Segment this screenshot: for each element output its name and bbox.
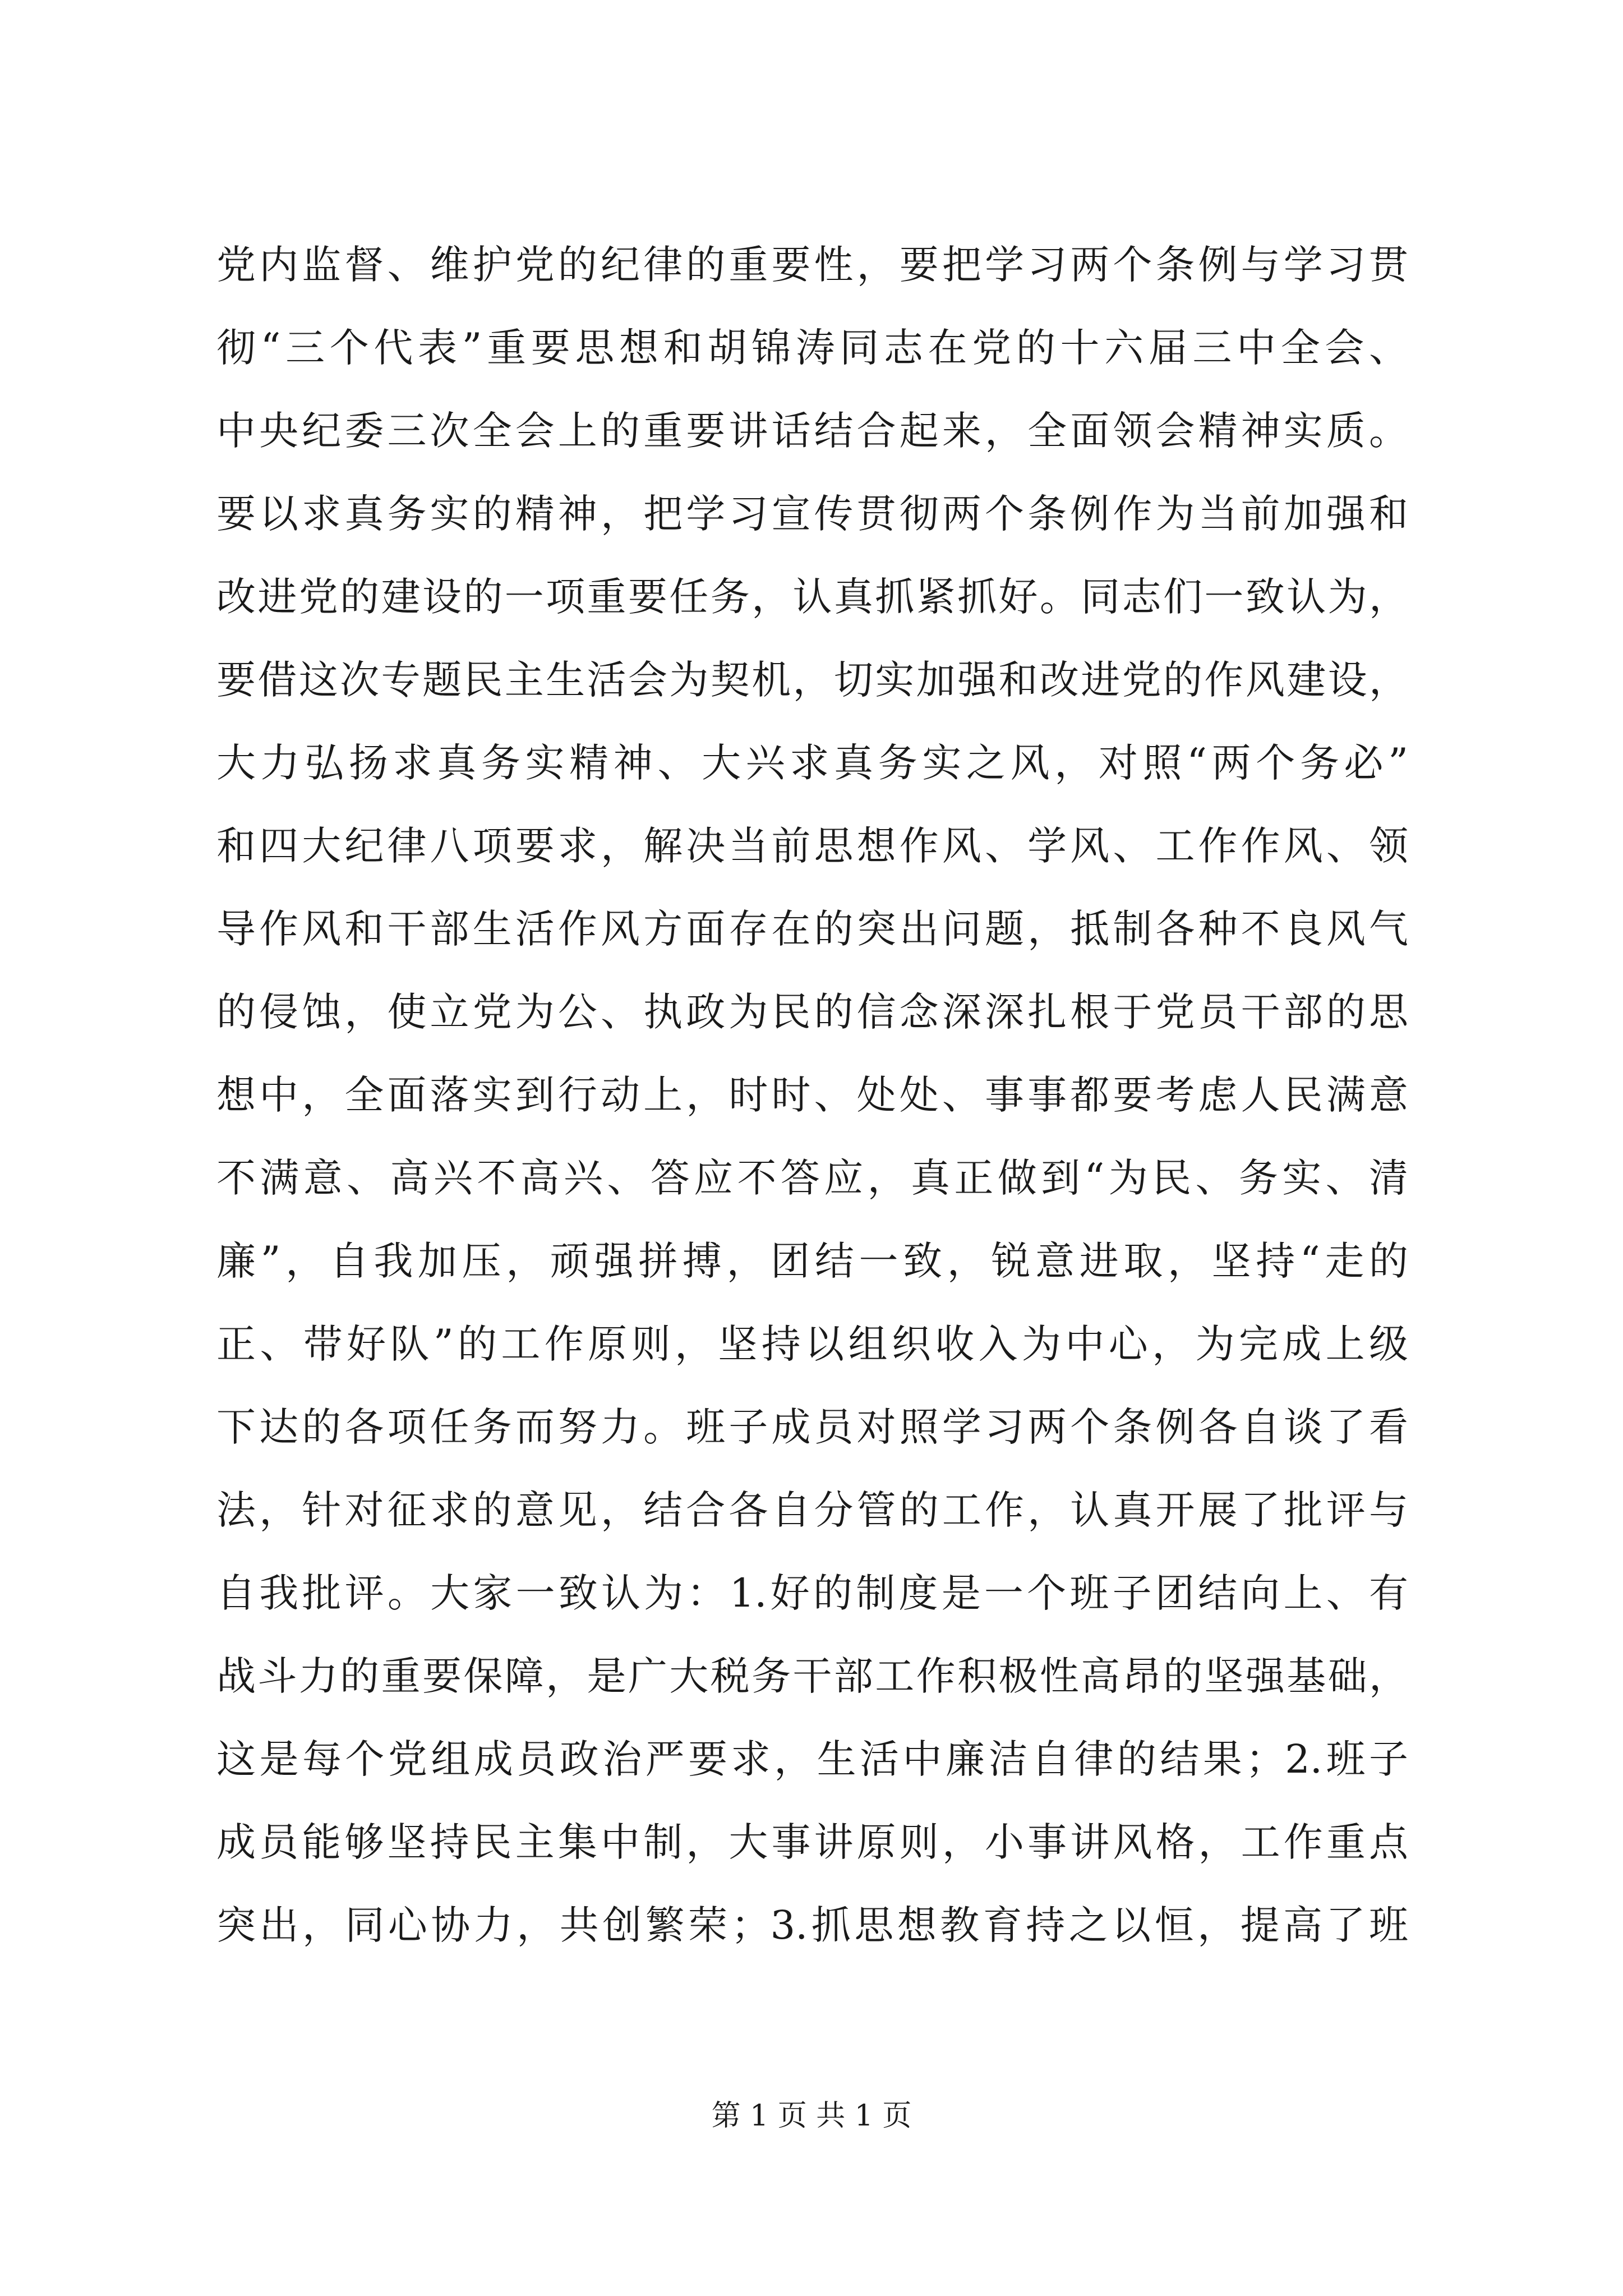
text-line: 不满意、高兴不高兴、答应不答应，真正做到“为民、务实、清 (216, 1155, 1408, 1201)
text-line: 法，针对征求的意见，结合各自分管的工作，认真开展了批评与 (216, 1487, 1408, 1533)
text-line: 想中，全面落实到行动上，时时、处处、事事都要考虑人民满意 (216, 1072, 1408, 1118)
text-line: 的侵蚀，使立党为公、执政为民的信念深深扎根于党员干部的思 (216, 989, 1408, 1035)
text-line: 和四大纪律八项要求，解决当前思想作风、学风、工作作风、领 (216, 823, 1408, 869)
text-line: 党内监督、维护党的纪律的重要性，要把学习两个条例与学习贯 (216, 242, 1408, 288)
text-line: 彻“三个代表”重要思想和胡锦涛同志在党的十六届三中全会、 (216, 325, 1408, 371)
page-number-label: 第 1 页 共 1 页 (711, 2099, 912, 2133)
page-footer (0, 2093, 1623, 2138)
text-line: 要以求真务实的精神，把学习宣传贯彻两个条例作为当前加强和 (216, 491, 1408, 537)
text-line: 廉”，自我加压，顽强拼搏，团结一致，锐意进取，坚持“走的 (216, 1238, 1408, 1284)
text-line: 下达的各项任务而努力。班子成员对照学习两个条例各自谈了看 (216, 1404, 1408, 1450)
text-line: 自我批评。大家一致认为：1.好的制度是一个班子团结向上、有 (216, 1570, 1408, 1616)
text-line: 大力弘扬求真务实精神、大兴求真务实之风，对照“两个务必” (216, 740, 1408, 786)
text-line: 正、带好队”的工作原则，坚持以组织收入为中心，为完成上级 (216, 1321, 1408, 1367)
text-line: 战斗力的重要保障，是广大税务干部工作积极性高昂的坚强基础， (216, 1653, 1408, 1699)
body-text (216, 223, 1408, 1967)
text-line: 要借这次专题民主生活会为契机，切实加强和改进党的作风建设， (216, 657, 1408, 703)
text-line: 突出，同心协力，共创繁荣；3.抓思想教育持之以恒，提高了班 (216, 1902, 1408, 1948)
text-line: 成员能够坚持民主集中制，大事讲原则，小事讲风格，工作重点 (216, 1819, 1408, 1865)
text-line: 改进党的建设的一项重要任务，认真抓紧抓好。同志们一致认为， (216, 574, 1408, 620)
text-line: 导作风和干部生活作风方面存在的突出问题，抵制各种不良风气 (216, 906, 1408, 952)
text-line: 这是每个党组成员政治严要求，生活中廉洁自律的结果；2.班子 (216, 1736, 1408, 1782)
text-line: 中央纪委三次全会上的重要讲话结合起来，全面领会精神实质。 (216, 408, 1408, 454)
